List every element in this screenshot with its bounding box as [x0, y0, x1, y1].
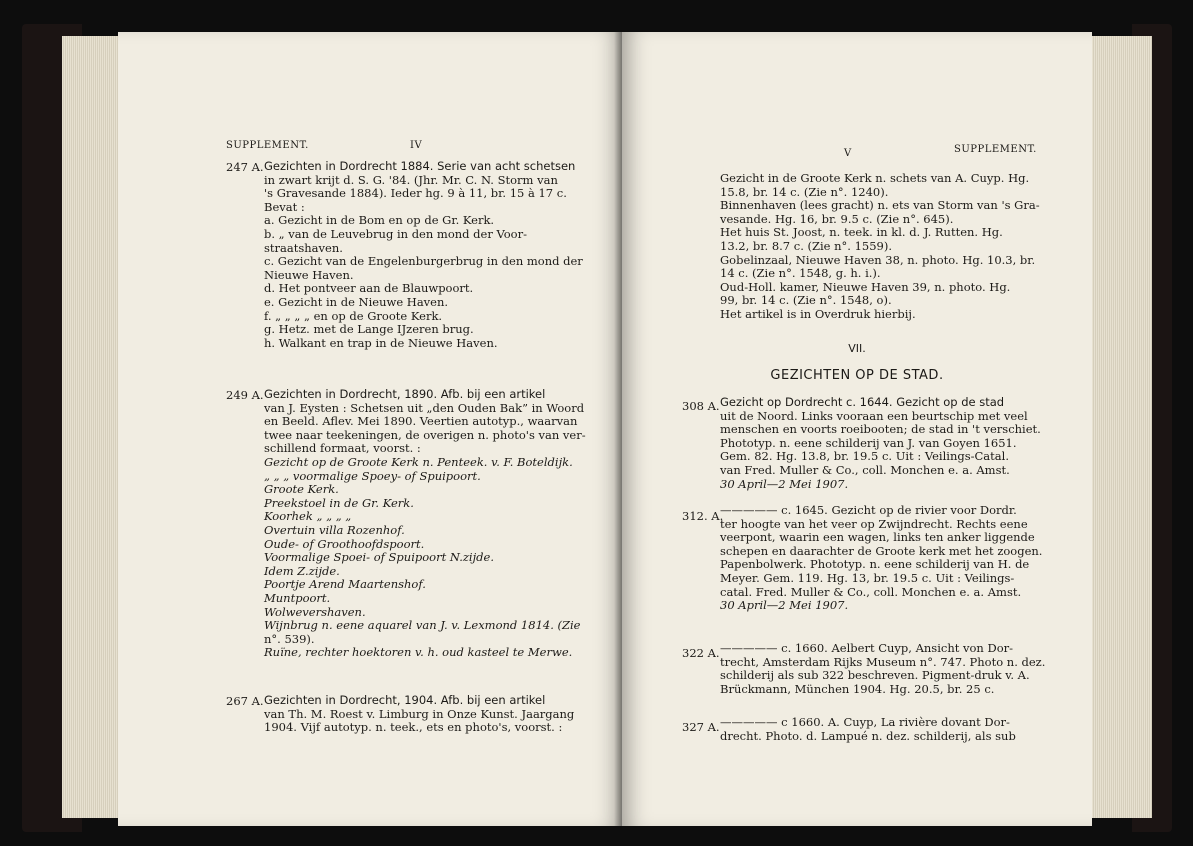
entry-line: 30 April—2 Mei 1907.: [720, 598, 849, 613]
entry-number: 247 A.: [226, 160, 264, 174]
list-item: 15.8, br. 14 c. (Zie n°. 1240).: [720, 184, 889, 199]
entry-line: Gezichten in Dordrecht, 1890. Afb. bij een artikel: [264, 387, 546, 401]
list-item: „ „ „ voormalige Spoey- of Spuipoort.: [264, 468, 481, 483]
entry-line: Gem. 82. Hg. 13.8, br. 19.5 c. Uit : Veilings-Catal.: [720, 449, 1009, 464]
entry-number: 327 A.: [682, 720, 720, 734]
entry-line: van Th. M. Roest v. Limburg in Onze Kunst. Jaargang: [264, 706, 575, 721]
list-item: h. Walkant en trap in de Nieuwe Haven.: [264, 335, 498, 350]
list-item: c. Gezicht van de Engelenburgerbrug in den mond der: [264, 254, 583, 269]
page-number-right: V: [844, 148, 852, 159]
entry-line: ————— c 1660. A. Cuyp, La rivière dovant Dor-: [720, 715, 1010, 729]
list-item: Binnenhaven (lees gracht) n. ets van Storm van 's Gra-: [720, 198, 1040, 213]
list-item: Gezicht op de Groote Kerk n. Penteek. v. F. Boteldijk.: [264, 454, 573, 469]
page-number-left: IV: [410, 140, 423, 151]
entry-line: menschen en voorts roeibooten; de stad in 't verschiet.: [720, 422, 1041, 437]
entry-line: Phototyp. n. eene schilderij van J. van Goyen 1651.: [720, 435, 1017, 450]
list-item: Ruïne, rechter hoektoren v. h. oud kasteel te Merwe.: [264, 645, 573, 660]
entry-line: schepen en daarachter de Groote kerk met het zoogen.: [720, 543, 1043, 558]
list-item: Overtuin villa Rozenhof.: [264, 522, 405, 537]
entry-line: Bevat :: [264, 199, 305, 214]
entry-line: twee naar teekeningen, de overigen n. photo's van ver-: [264, 427, 586, 442]
entry-line: Meyer. Gem. 119. Hg. 13, br. 19.5 c. Uit : Veilings-: [720, 570, 1015, 585]
entry-312a: [720, 504, 1065, 613]
entry-line: uit de Noord. Links vooraan een beurtschip met veel: [720, 408, 1028, 423]
list-item: vesande. Hg. 16, br. 9.5 c. (Zie n°. 645).: [720, 211, 954, 226]
entry-line: Brückmann, München 1904. Hg. 20.5, br. 25 c.: [720, 681, 995, 696]
section-number: VII.: [848, 342, 866, 355]
entry-247a: [264, 160, 584, 350]
list-item: b. „ van de Leuvebrug in den mond der Voor-: [264, 226, 527, 241]
list-item: n°. 539).: [264, 631, 315, 646]
entry-267a: [264, 694, 584, 735]
list-item: Poortje Arend Maartenshof.: [264, 577, 426, 592]
list-item: 99, br. 14 c. (Zie n°. 1548, o).: [720, 293, 892, 308]
entry-line: schillend formaat, voorst. :: [264, 441, 421, 456]
list-item: straatshaven.: [264, 240, 343, 255]
entry-number: 322 A.: [682, 646, 720, 660]
list-item: Gezicht in de Groote Kerk n. schets van A. Cuyp. Hg.: [720, 171, 1030, 185]
entry-line: veerpont, waarin een wagen, links ten anker liggende: [720, 530, 1035, 545]
list-item: Nieuwe Haven.: [264, 267, 354, 282]
list-item: g. Hetz. met de Lange IJzeren brug.: [264, 322, 474, 337]
entry-308a: [720, 396, 1065, 491]
section-title: GEZICHTEN OP DE STAD.: [770, 368, 944, 383]
list-item: Oude- of Groothoofdspoort.: [264, 536, 425, 551]
left-page-edges: [62, 36, 118, 818]
entry-line: Papenbolwerk. Phototyp. n. eene schilderij van H. de: [720, 557, 1030, 572]
entry-327a: [720, 716, 1065, 743]
right-page-edges: [1092, 36, 1152, 818]
entry-number: 312. A.: [682, 509, 724, 523]
list-item: Groote Kerk.: [264, 482, 339, 497]
list-item: Preekstoel in de Gr. Kerk.: [264, 495, 414, 510]
entry-line: ter hoogte van het veer op Zwijndrecht. Rechts eene: [720, 516, 1028, 531]
entry-line: 's Gravesande 1884). Ieder hg. 9 à 11, br. 15 à 17 c.: [264, 186, 567, 201]
list-item: Het artikel is in Overdruk hierbij.: [720, 306, 916, 321]
entry-line: Gezicht op Dordrecht c. 1644. Gezicht op de stad: [720, 395, 1005, 409]
list-item: f. „ „ „ „ en op de Groote Kerk.: [264, 308, 443, 323]
list-item: 14 c. (Zie n°. 1548, g. h. i.).: [720, 266, 881, 281]
list-item: d. Het pontveer aan de Blauwpoort.: [264, 281, 474, 296]
list-item: Wijnbrug n. eene aquarel van J. v. Lexmond 1814. (Zie: [264, 618, 581, 633]
right-page: [622, 32, 1092, 826]
entry-line: van J. Eysten : Schetsen uit „den Ouden Bak” in Woord: [264, 400, 585, 415]
entry-number: 308 A.: [682, 399, 720, 413]
running-head-right: SUPPLEMENT.: [954, 144, 1037, 155]
list-item: Het huis St. Joost, n. teek. in kl. d. J. Rutten. Hg.: [720, 225, 1003, 240]
running-head-left: SUPPLEMENT.: [226, 140, 309, 151]
list-item: Wolwevershaven.: [264, 604, 366, 619]
entry-line: ————— c. 1660. Aelbert Cuyp, Ansicht von Dor-: [720, 641, 1014, 655]
entry-number: 267 A.: [226, 694, 264, 708]
open-book: [22, 14, 1172, 832]
list-item: Koorhek „ „ „ „: [264, 509, 352, 524]
entry-line: Gezichten in Dordrecht 1884. Serie van acht schetsen: [264, 159, 576, 173]
entry-line: schilderij als sub 322 beschreven. Pigment-druk v. A.: [720, 668, 1030, 683]
entry-249a: [264, 388, 584, 660]
entry-line: ————— c. 1645. Gezicht op de rivier voor Dordr.: [720, 503, 1017, 517]
entry-line: en Beeld. Aflev. Mei 1890. Veertien autotyp., waarvan: [264, 414, 578, 429]
entry-line: 1904. Vijf autotyp. n. teek., ets en photo's, voorst. :: [264, 720, 563, 735]
entry-line: Gezichten in Dordrecht, 1904. Afb. bij een artikel: [264, 693, 546, 707]
list-item: a. Gezicht in de Bom en op de Gr. Kerk.: [264, 213, 495, 228]
entry-line: catal. Fred. Muller & Co., coll. Monchen e. a. Amst.: [720, 584, 1022, 599]
list-item: Muntpoort.: [264, 590, 331, 605]
entry-line: drecht. Photo. d. Lampué n. dez. schilderij, als sub: [720, 728, 1016, 743]
list-item: Oud-Holl. kamer, Nieuwe Haven 39, n. photo. Hg.: [720, 279, 1011, 294]
list-item: Voormalige Spoei- of Spuipoort N.zijde.: [264, 550, 494, 565]
list-item: Gobelinzaal, Nieuwe Haven 38, n. photo. Hg. 10.3, br.: [720, 252, 1036, 267]
list-item: 13.2, br. 8.7 c. (Zie n°. 1559).: [720, 238, 893, 253]
entry-number: 249 A.: [226, 388, 264, 402]
entry-line: trecht, Amsterdam Rijks Museum n°. 747. Photo n. dez.: [720, 654, 1046, 669]
continuation-list: [720, 172, 1060, 322]
entry-line: in zwart krijt d. S. G. '84. (Jhr. Mr. C. N. Storm van: [264, 172, 558, 187]
left-page: [118, 32, 622, 826]
entry-line: van Fred. Muller & Co., coll. Monchen e. a. Amst.: [720, 462, 1010, 477]
entry-line: 30 April—2 Mei 1907.: [720, 476, 849, 491]
entry-322a: [720, 642, 1065, 696]
list-item: Idem Z.zijde.: [264, 563, 340, 578]
list-item: e. Gezicht in de Nieuwe Haven.: [264, 294, 449, 309]
